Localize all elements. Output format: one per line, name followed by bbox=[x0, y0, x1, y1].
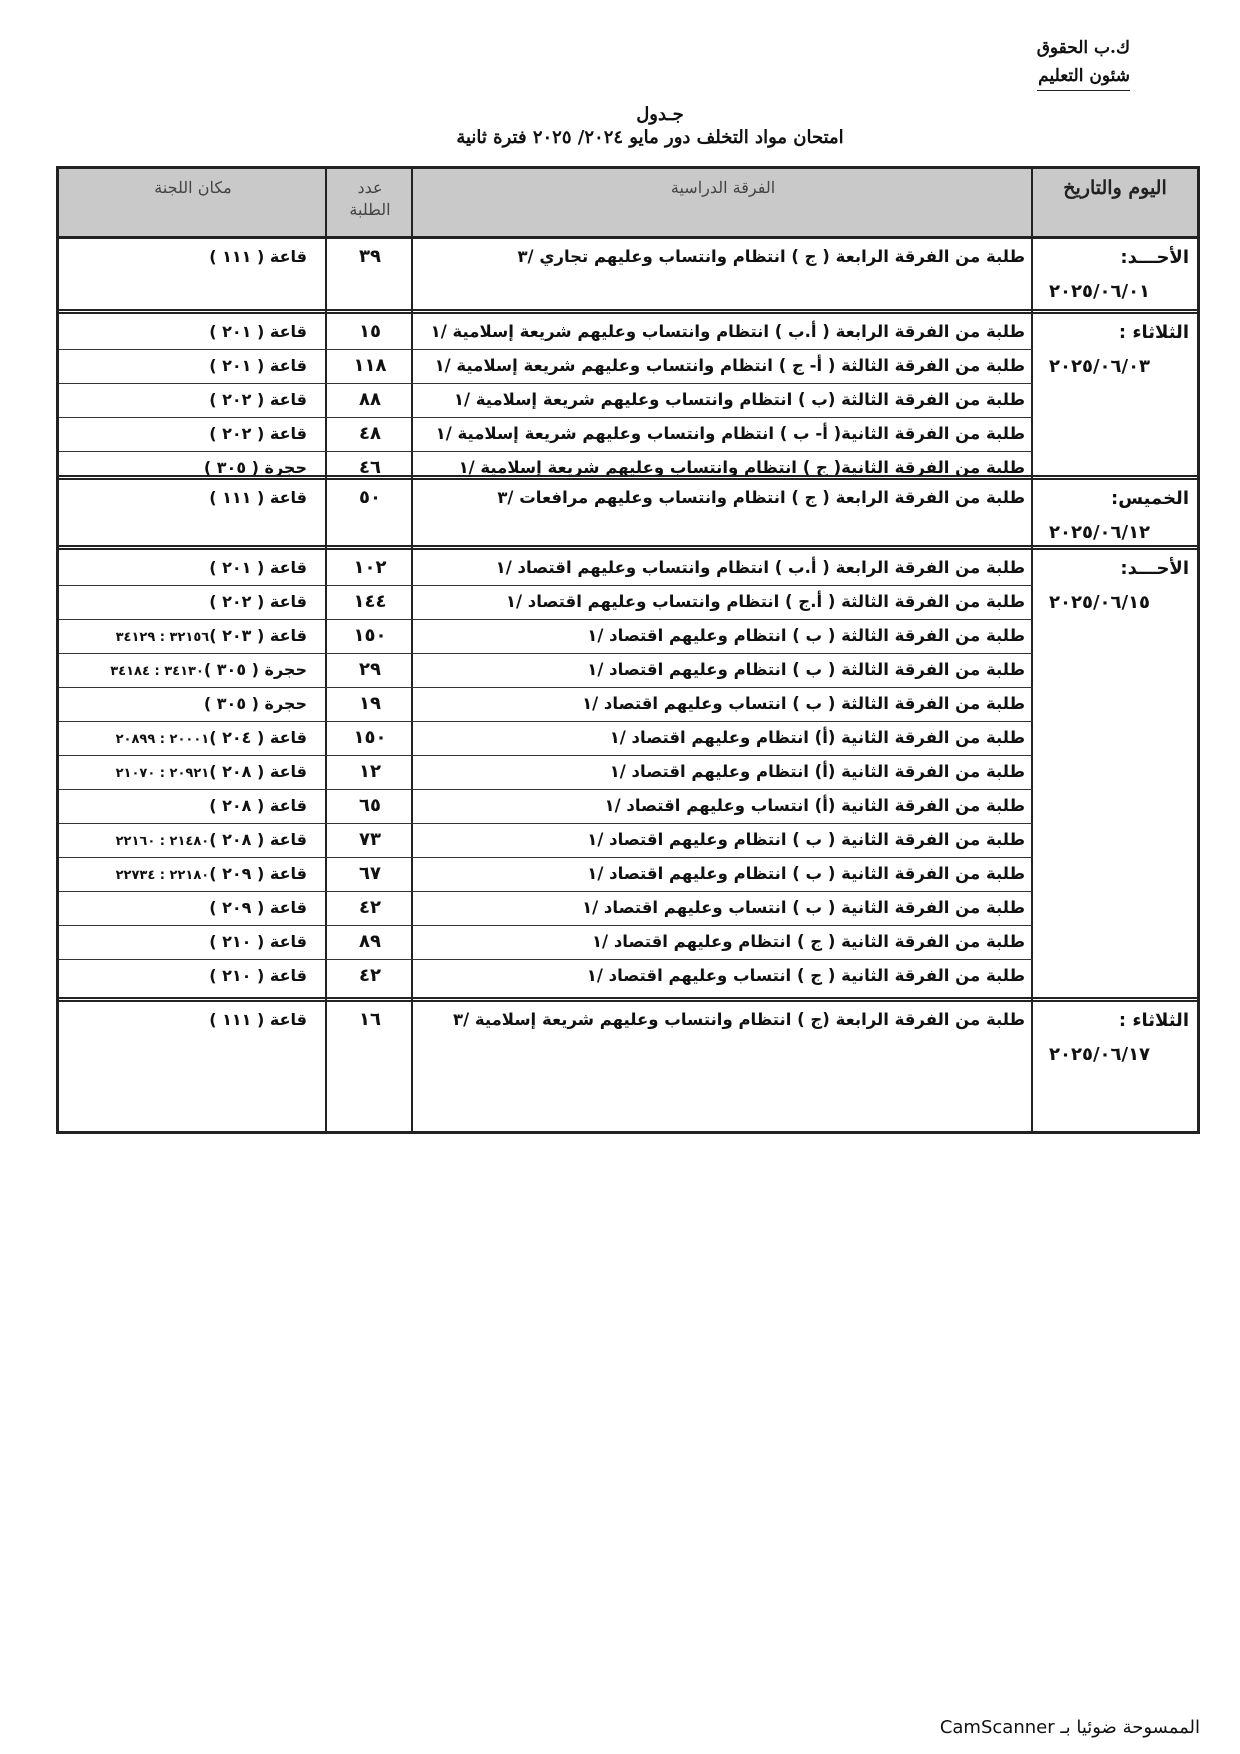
location-cell bbox=[59, 1002, 327, 1037]
student-count-cell: ١٠٢ bbox=[353, 557, 387, 578]
student-count-cell: ٤٨ bbox=[359, 423, 381, 444]
student-count-cell: ٤٢ bbox=[359, 965, 381, 986]
exam-date: ٢٠٢٥/٠٦/١٧ bbox=[1049, 1044, 1151, 1065]
location-cell bbox=[59, 584, 327, 619]
class-cell: طلبة من الفرقة الثانية( أ- ب ) انتظام وانتساب وعليهم شريعة إسلامية /١ bbox=[435, 424, 1025, 443]
table-row bbox=[59, 348, 1033, 384]
scanner-watermark: الممسوحة ضوئيا بـ CamScanner bbox=[939, 1717, 1200, 1738]
exam-date: ٢٠٢٥/٠٦/١٥ bbox=[1049, 592, 1151, 613]
class-cell: طلبة من الفرقة الثالثة ( أ.ج ) انتظام وانتساب وعليهم اقتصاد /١ bbox=[505, 592, 1025, 611]
location-cell bbox=[59, 348, 327, 383]
room-label: حجرة ( ٣٠٥ ) bbox=[203, 660, 307, 679]
seat-number-range: ٢٠٠٠١ : ٢٠٨٩٩ bbox=[115, 732, 210, 747]
day-group bbox=[59, 475, 1197, 545]
student-count-cell: ١١٨ bbox=[353, 355, 387, 376]
location-cell bbox=[59, 550, 327, 585]
room-label: قاعة ( ٢٠٢ ) bbox=[209, 424, 307, 443]
student-count-cell: ٦٥ bbox=[359, 795, 381, 816]
table-row bbox=[59, 314, 1033, 350]
exam-date: ٢٠٢٥/٠٦/١٢ bbox=[1049, 522, 1151, 543]
seat-number-range: ٢١٤٨٠ : ٢٢١٦٠ bbox=[115, 834, 210, 849]
student-count-cell: ٦٧ bbox=[359, 863, 381, 884]
day-cell bbox=[1033, 314, 1197, 384]
table-row bbox=[59, 754, 1033, 790]
class-cell: طلبة من الفرقة الرابعة ( ج ) انتظام وانتساب وعليهم مرافعات /٣ bbox=[497, 488, 1025, 507]
room-label: قاعة ( ٢٠٩ ) bbox=[209, 898, 307, 917]
student-count-cell: ٤٢ bbox=[359, 897, 381, 918]
office-stamp bbox=[1037, 34, 1130, 91]
table-row bbox=[59, 686, 1033, 722]
class-cell: طلبة من الفرقة الثانية ( ب ) انتظام وعليهم اقتصاد /١ bbox=[587, 864, 1025, 883]
student-count-cell: ٣٩ bbox=[359, 246, 381, 267]
table-row bbox=[59, 382, 1033, 418]
class-cell: طلبة من الفرقة الثالثة (ب ) انتظام وانتساب وعليهم شريعة إسلامية /١ bbox=[453, 390, 1025, 409]
room-label: قاعة ( ٢١٠ ) bbox=[209, 966, 307, 985]
location-cell bbox=[59, 788, 327, 823]
student-count-cell: ١٦ bbox=[359, 1009, 381, 1030]
room-label: قاعة ( ٢٠٣ ) bbox=[209, 626, 307, 645]
student-count-cell: ٨٨ bbox=[359, 389, 381, 410]
header-student-count: عدد الطلبة bbox=[349, 178, 391, 219]
room-label: قاعة ( ١١١ ) bbox=[209, 488, 307, 507]
room-label: قاعة ( ٢٠٨ ) bbox=[209, 762, 307, 781]
class-cell: طلبة من الفرقة الثانية ( ج ) انتظام وعليهم اقتصاد /١ bbox=[591, 932, 1025, 951]
student-count-cell: ١٤٤ bbox=[353, 591, 387, 612]
student-count-cell: ١٩ bbox=[359, 693, 381, 714]
class-cell: طلبة من الفرقة الثانية ( ب ) انتظام وعليهم اقتصاد /١ bbox=[587, 830, 1025, 849]
table-row bbox=[59, 1002, 1033, 1037]
day-group bbox=[59, 997, 1197, 1071]
table-row bbox=[59, 720, 1033, 756]
location-cell bbox=[59, 890, 327, 925]
room-label: قاعة ( ٢٠٢ ) bbox=[209, 592, 307, 611]
table-row bbox=[59, 416, 1033, 452]
student-count-cell: ١٥٠ bbox=[353, 727, 387, 748]
room-label: قاعة ( ٢٠١ ) bbox=[209, 558, 307, 577]
table-row bbox=[59, 584, 1033, 620]
education-affairs-label: شئون التعليم bbox=[1037, 62, 1130, 91]
room-label: قاعة ( ٢٠١ ) bbox=[209, 356, 307, 375]
class-cell: طلبة من الفرقة الثانية ( ج ) انتساب وعليهم اقتصاد /١ bbox=[586, 966, 1025, 985]
class-cell: طلبة من الفرقة الرابعة ( أ.ب ) انتظام وانتساب وعليهم اقتصاد /١ bbox=[495, 558, 1025, 577]
header-class: الفرقة الدراسية bbox=[670, 178, 776, 197]
day-cell bbox=[1033, 550, 1197, 620]
document-title bbox=[0, 104, 1240, 148]
class-cell: طلبة من الفرقة الثانية( ج ) انتظام وانتساب وعليهم شريعة إسلامية /١ bbox=[458, 458, 1025, 477]
table-header bbox=[59, 169, 1197, 239]
table-row bbox=[59, 788, 1033, 824]
room-label: قاعة ( ٢٠٢ ) bbox=[209, 390, 307, 409]
class-cell: طلبة من الفرقة الثانية (أ) انتظام وعليهم اقتصاد /١ bbox=[609, 728, 1025, 747]
student-count-cell: ١٥ bbox=[359, 321, 381, 342]
room-label: حجرة ( ٣٠٥ ) bbox=[203, 458, 307, 477]
location-cell bbox=[59, 754, 327, 789]
student-count-cell: ١٢ bbox=[359, 761, 381, 782]
room-label: قاعة ( ٢٠٨ ) bbox=[209, 796, 307, 815]
day-group bbox=[59, 545, 1197, 997]
day-name: الأحـــد: bbox=[1120, 247, 1189, 268]
room-label: قاعة ( ٢٠٨ ) bbox=[209, 830, 307, 849]
location-cell bbox=[59, 924, 327, 959]
location-cell bbox=[59, 856, 327, 891]
table-row bbox=[59, 652, 1033, 688]
class-cell: طلبة من الفرقة الرابعة ( أ.ب ) انتظام وانتساب وعليهم شريعة إسلامية /١ bbox=[430, 322, 1025, 341]
room-label: قاعة ( ١١١ ) bbox=[209, 247, 307, 266]
header-location: مكان اللجنة bbox=[154, 178, 232, 197]
location-cell bbox=[59, 618, 327, 653]
day-cell bbox=[1033, 239, 1197, 309]
header-day-date: اليوم والتاريخ bbox=[1063, 177, 1167, 199]
class-cell: طلبة من الفرقة الثانية ( ب ) انتساب وعليهم اقتصاد /١ bbox=[582, 898, 1025, 917]
day-name: الثلاثاء : bbox=[1118, 1010, 1189, 1031]
class-cell: طلبة من الفرقة الثانية (أ) انتساب وعليهم اقتصاد /١ bbox=[604, 796, 1025, 815]
seat-number-range: ٢٢١٨٠ : ٢٢٧٣٤ bbox=[115, 868, 210, 883]
location-cell bbox=[59, 958, 327, 993]
class-cell: طلبة من الفرقة الثانية (أ) انتظام وعليهم اقتصاد /١ bbox=[609, 762, 1025, 781]
class-cell: طلبة من الفرقة الرابعة (ج ) انتظام وانتساب وعليهم شريعة إسلامية /٣ bbox=[453, 1010, 1025, 1029]
room-label: قاعة ( ١١١ ) bbox=[209, 1010, 307, 1029]
student-count-cell: ٨٩ bbox=[359, 931, 381, 952]
room-label: قاعة ( ٢٠٩ ) bbox=[209, 864, 307, 883]
title-line-2: امتحان مواد التخلف دور مايو ٢٠٢٤/ ٢٠٢٥ فترة ثانية bbox=[456, 127, 844, 148]
day-name: الثلاثاء : bbox=[1118, 322, 1189, 343]
class-cell: طلبة من الفرقة الثالثة ( ب ) انتظام وعليهم اقتصاد /١ bbox=[587, 660, 1025, 679]
day-cell bbox=[1033, 480, 1197, 550]
exam-date: ٢٠٢٥/٠٦/٠١ bbox=[1049, 281, 1151, 302]
location-cell bbox=[59, 416, 327, 451]
table-row bbox=[59, 550, 1033, 586]
day-name: الخميس: bbox=[1111, 488, 1189, 509]
location-cell bbox=[59, 686, 327, 721]
day-group bbox=[59, 309, 1197, 478]
location-cell bbox=[59, 480, 327, 515]
location-cell bbox=[59, 720, 327, 755]
seat-number-range: ٣٢١٥٦ : ٣٤١٢٩ bbox=[115, 630, 210, 645]
room-label: قاعة ( ٢١٠ ) bbox=[209, 932, 307, 951]
seat-number-range: ٢٠٩٢١ : ٢١٠٧٠ bbox=[115, 766, 210, 781]
table-row bbox=[59, 890, 1033, 926]
table-row bbox=[59, 924, 1033, 960]
location-cell bbox=[59, 239, 327, 274]
table-row bbox=[59, 239, 1033, 274]
day-cell bbox=[1033, 1002, 1197, 1072]
student-count-cell: ١٥٠ bbox=[353, 625, 387, 646]
class-cell: طلبة من الفرقة الثالثة ( أ- ج ) انتظام وانتساب وعليهم شريعة إسلامية /١ bbox=[434, 356, 1025, 375]
class-cell: طلبة من الفرقة الثالثة ( ب ) انتظام وعليهم اقتصاد /١ bbox=[587, 626, 1025, 645]
day-group bbox=[59, 239, 1197, 309]
room-label: حجرة ( ٣٠٥ ) bbox=[203, 694, 307, 713]
room-label: قاعة ( ٢٠٤ ) bbox=[209, 728, 307, 747]
table-row bbox=[59, 856, 1033, 892]
table-row bbox=[59, 958, 1033, 993]
location-cell bbox=[59, 314, 327, 349]
location-cell bbox=[59, 652, 327, 687]
day-name: الأحـــد: bbox=[1120, 558, 1189, 579]
class-cell: طلبة من الفرقة الرابعة ( ج ) انتظام وانتساب وعليهم تجاري /٣ bbox=[517, 247, 1025, 266]
exam-schedule-table bbox=[56, 166, 1200, 1134]
seat-number-range: ٣٤١٣٠ : ٣٤١٨٤ bbox=[110, 664, 204, 679]
faculty-label: ك.ب الحقوق bbox=[1036, 38, 1130, 58]
class-cell: طلبة من الفرقة الثالثة ( ب ) انتساب وعليهم اقتصاد /١ bbox=[582, 694, 1025, 713]
table-row bbox=[59, 822, 1033, 858]
exam-date: ٢٠٢٥/٠٦/٠٣ bbox=[1049, 356, 1151, 377]
table-row bbox=[59, 618, 1033, 654]
student-count-cell: ٢٩ bbox=[359, 659, 381, 680]
student-count-cell: ٤٦ bbox=[359, 457, 381, 478]
student-count-cell: ٧٣ bbox=[359, 829, 381, 850]
location-cell bbox=[59, 382, 327, 417]
title-line-1: جـدول bbox=[636, 104, 684, 125]
location-cell bbox=[59, 822, 327, 857]
room-label: قاعة ( ٢٠١ ) bbox=[209, 322, 307, 341]
student-count-cell: ٥٠ bbox=[359, 487, 381, 508]
table-row bbox=[59, 480, 1033, 515]
